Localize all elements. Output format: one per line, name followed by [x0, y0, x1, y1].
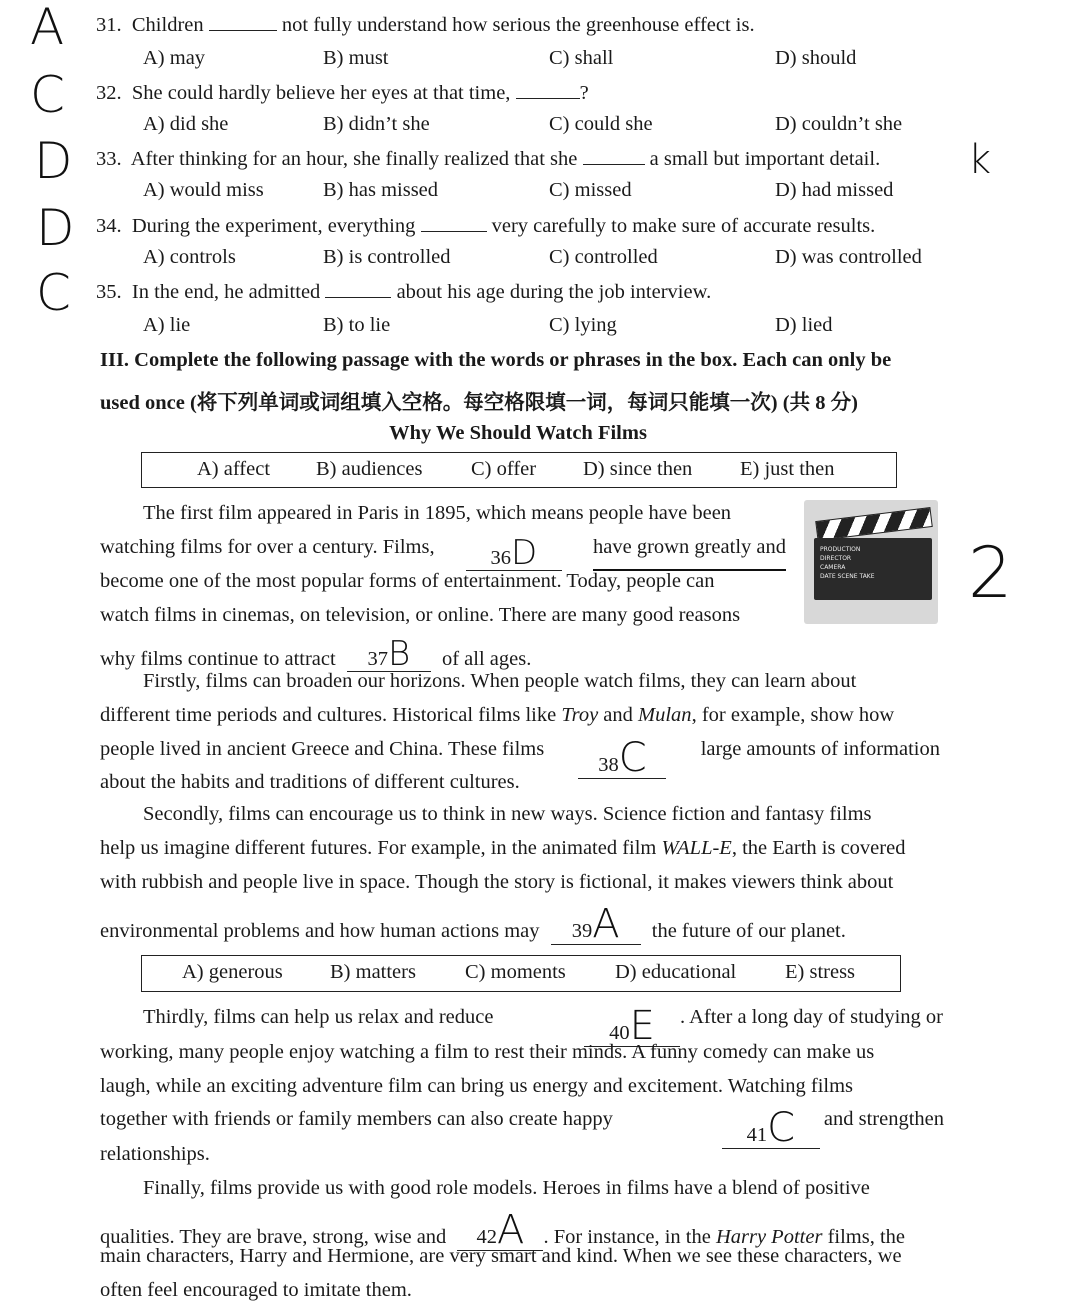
question-text-post: about his age during the job interview.: [396, 281, 712, 303]
text: different time periods and cultures. Historical films like: [100, 704, 557, 726]
text: qualities. They are brave, strong, wise and: [100, 1226, 447, 1248]
p2-line1: Firstly, films can broaden our horizons. When people watch films, they can learn about: [143, 670, 857, 692]
question-number: 35.: [96, 281, 122, 303]
handwritten-answer-39: A: [592, 901, 620, 947]
film-title: Mulan: [638, 704, 692, 726]
p3-line3: with rubbish and people live in space. Though the story is fictional, it makes viewers think about: [100, 871, 894, 893]
handwritten-answer-40: E: [629, 1003, 655, 1049]
option-a: A) would miss: [143, 179, 264, 201]
handwritten-answer-36: D: [510, 533, 538, 573]
p3-line2: [100, 837, 905, 860]
option-c: C) controlled: [549, 246, 658, 268]
clapper-label: CAMERA: [820, 564, 846, 571]
blank-36: [466, 533, 562, 573]
p5-line1: Finally, films provide us with good role models. Heroes in films have a blend of positive: [143, 1177, 870, 1199]
text: the future of our planet.: [651, 920, 846, 942]
p4-line2: working, many people enjoy watching a film to rest their minds. A funny comedy can make us: [100, 1041, 875, 1063]
word-box-2: [141, 955, 901, 992]
handwritten-answer-32: C: [30, 66, 65, 124]
film-title: WALL-E: [661, 837, 732, 859]
section-heading-line1: III. Complete the following passage with the words or phrases in the box. Each can only be: [100, 349, 892, 371]
text: of all ages.: [441, 648, 532, 670]
clapper-board: [814, 538, 932, 600]
word-box-item: B) matters: [330, 961, 416, 983]
question-35: [96, 279, 711, 304]
p1-line1: The first film appeared in Paris in 1895, which means people have been: [143, 502, 732, 524]
film-title: Harry Potter: [715, 1226, 823, 1248]
clapper-label: DATE SCENE TAKE: [820, 573, 875, 580]
option-c: C) shall: [549, 47, 614, 69]
option-c: C) could she: [549, 113, 653, 135]
p1-line2: [100, 533, 786, 573]
word-box-item: D) since then: [583, 458, 693, 480]
word-box-item: C) offer: [471, 458, 537, 480]
question-text-post: not fully understand how serious the greenhouse effect is.: [281, 14, 755, 36]
question-text-pre: After thinking for an hour, she finally realized that she: [130, 148, 578, 170]
p5-line4: often feel encouraged to imitate them.: [100, 1279, 412, 1301]
text: , the Earth is covered: [731, 837, 906, 859]
option-d: D) should: [775, 47, 857, 69]
question-number: 34.: [96, 215, 122, 237]
blank-41: [722, 1105, 820, 1151]
blank-37: [347, 634, 431, 674]
p4-line4: [100, 1105, 944, 1151]
text: large amounts of information: [700, 738, 940, 760]
question-number: 32.: [96, 82, 122, 104]
option-b: B) must: [323, 47, 389, 69]
question-text-post: a small but important detail.: [649, 148, 881, 170]
p3-line4: [100, 901, 846, 947]
p1-line5: [100, 634, 532, 674]
word-box-item: B) audiences: [316, 458, 423, 480]
p2-line2: [100, 704, 894, 727]
handwritten-answer-38: C: [618, 735, 647, 781]
blank-number: 40: [609, 1022, 630, 1044]
handwritten-answer-41: C: [767, 1105, 796, 1151]
p4-line3: laugh, while an exciting adventure film can bring us energy and excitement. Watching films: [100, 1075, 854, 1097]
question-34: [96, 213, 875, 238]
question-33: [96, 146, 880, 171]
text: . After a long day of studying or: [679, 1006, 943, 1028]
text: why films continue to attract: [100, 648, 336, 670]
option-d: D) was controlled: [775, 246, 922, 268]
option-a: A) did she: [143, 113, 229, 135]
handwritten-answer-31: A: [30, 0, 65, 56]
question-number: 33.: [96, 148, 122, 170]
blank-number: 38: [598, 754, 619, 776]
handwritten-answer-33: D: [34, 132, 73, 190]
word-box-item: A) generous: [182, 961, 283, 983]
answer-blank: [421, 213, 487, 232]
p2-line4: about the habits and traditions of different cultures.: [100, 771, 520, 793]
margin-mark-k: k: [968, 137, 992, 183]
word-box-item: E) just then: [740, 458, 835, 480]
question-text-post: very carefully to make sure of accurate results.: [491, 215, 876, 237]
film-title: Troy: [561, 704, 599, 726]
answer-blank: [209, 12, 277, 31]
clapper-label: PRODUCTION: [820, 546, 861, 553]
p1-line3: become one of the most popular forms of entertainment. Today, people can: [100, 570, 715, 592]
question-text-pre: During the experiment, everything: [131, 215, 416, 237]
text: and strengthen: [823, 1108, 944, 1130]
text: . For instance, in the: [543, 1226, 711, 1248]
text: help us imagine different futures. For example, in the animated film: [100, 837, 657, 859]
option-c: C) missed: [549, 179, 632, 201]
word-box-item: A) affect: [197, 458, 271, 480]
handwritten-answer-34: D: [36, 199, 75, 257]
passage-title: Why We Should Watch Films: [389, 422, 647, 444]
option-a: A) may: [143, 47, 206, 69]
option-b: B) is controlled: [323, 246, 451, 268]
p5-line3: main characters, Harry and Hermione, are very smart and kind. When we see these characters, we: [100, 1245, 902, 1267]
text: films, the: [827, 1226, 905, 1248]
question-text-pre: Children: [131, 14, 204, 36]
option-a: A) lie: [143, 314, 191, 336]
option-d: D) couldn’t she: [775, 113, 903, 135]
word-box-item: D) educational: [615, 961, 737, 983]
blank-38: [578, 735, 666, 781]
text: together with friends or family members can also create happy: [100, 1108, 613, 1130]
answer-blank: [583, 146, 645, 165]
option-c: C) lying: [549, 314, 617, 336]
option-b: B) to lie: [323, 314, 391, 336]
handwritten-answer-35: C: [36, 264, 71, 322]
handwritten-answer-42: A: [497, 1207, 525, 1253]
blank-number: 42: [476, 1226, 497, 1248]
text: and: [603, 704, 633, 726]
text: , for example, show how: [691, 704, 895, 726]
question-text-post: ?: [579, 82, 589, 104]
clapper-label: DIRECTOR: [820, 555, 852, 562]
text: environmental problems and how human actions may: [100, 920, 540, 942]
question-text-pre: In the end, he admitted: [131, 281, 321, 303]
text: watching films for over a century. Films,: [100, 536, 435, 558]
question-text-pre: She could hardly believe her eyes at that time,: [131, 82, 511, 104]
option-a: A) controls: [143, 246, 236, 268]
clapper-stick: [815, 507, 933, 541]
option-b: B) didn’t she: [323, 113, 430, 135]
text: people lived in ancient Greece and China. These films: [100, 738, 545, 760]
question-number: 31.: [96, 14, 122, 36]
underlined-text: have grown greatly and: [593, 536, 786, 571]
word-box-item: E) stress: [785, 961, 856, 983]
section-heading-line2: used once (将下列单词或词组填入空格。每空格限填一词，每词只能填一次) (共 8 分): [100, 392, 858, 414]
option-d: D) lied: [775, 314, 833, 336]
margin-score: 2: [968, 532, 1013, 614]
question-31: [96, 12, 755, 37]
handwritten-answer-37: B: [387, 634, 411, 674]
blank-number: 39: [571, 920, 593, 942]
blank-number: 36: [490, 547, 511, 569]
clapperboard-image: [804, 500, 938, 624]
blank-39: [551, 901, 641, 947]
word-box-item: C) moments: [465, 961, 566, 983]
p3-line1: Secondly, films can encourage us to think in new ways. Science fiction and fantasy films: [143, 803, 872, 825]
p4-line5: relationships.: [100, 1143, 210, 1165]
blank-number: 41: [746, 1124, 768, 1146]
text: Thirdly, films can help us relax and reduce: [143, 1006, 494, 1028]
answer-blank: [325, 279, 391, 298]
blank-number: 37: [367, 648, 388, 670]
answer-blank: [516, 80, 580, 99]
question-32: [96, 80, 589, 105]
p1-line4: watch films in cinemas, on television, or online. There are many good reasons: [100, 604, 741, 626]
option-b: B) has missed: [323, 179, 439, 201]
word-box-1: [141, 452, 897, 488]
option-d: D) had missed: [775, 179, 894, 201]
